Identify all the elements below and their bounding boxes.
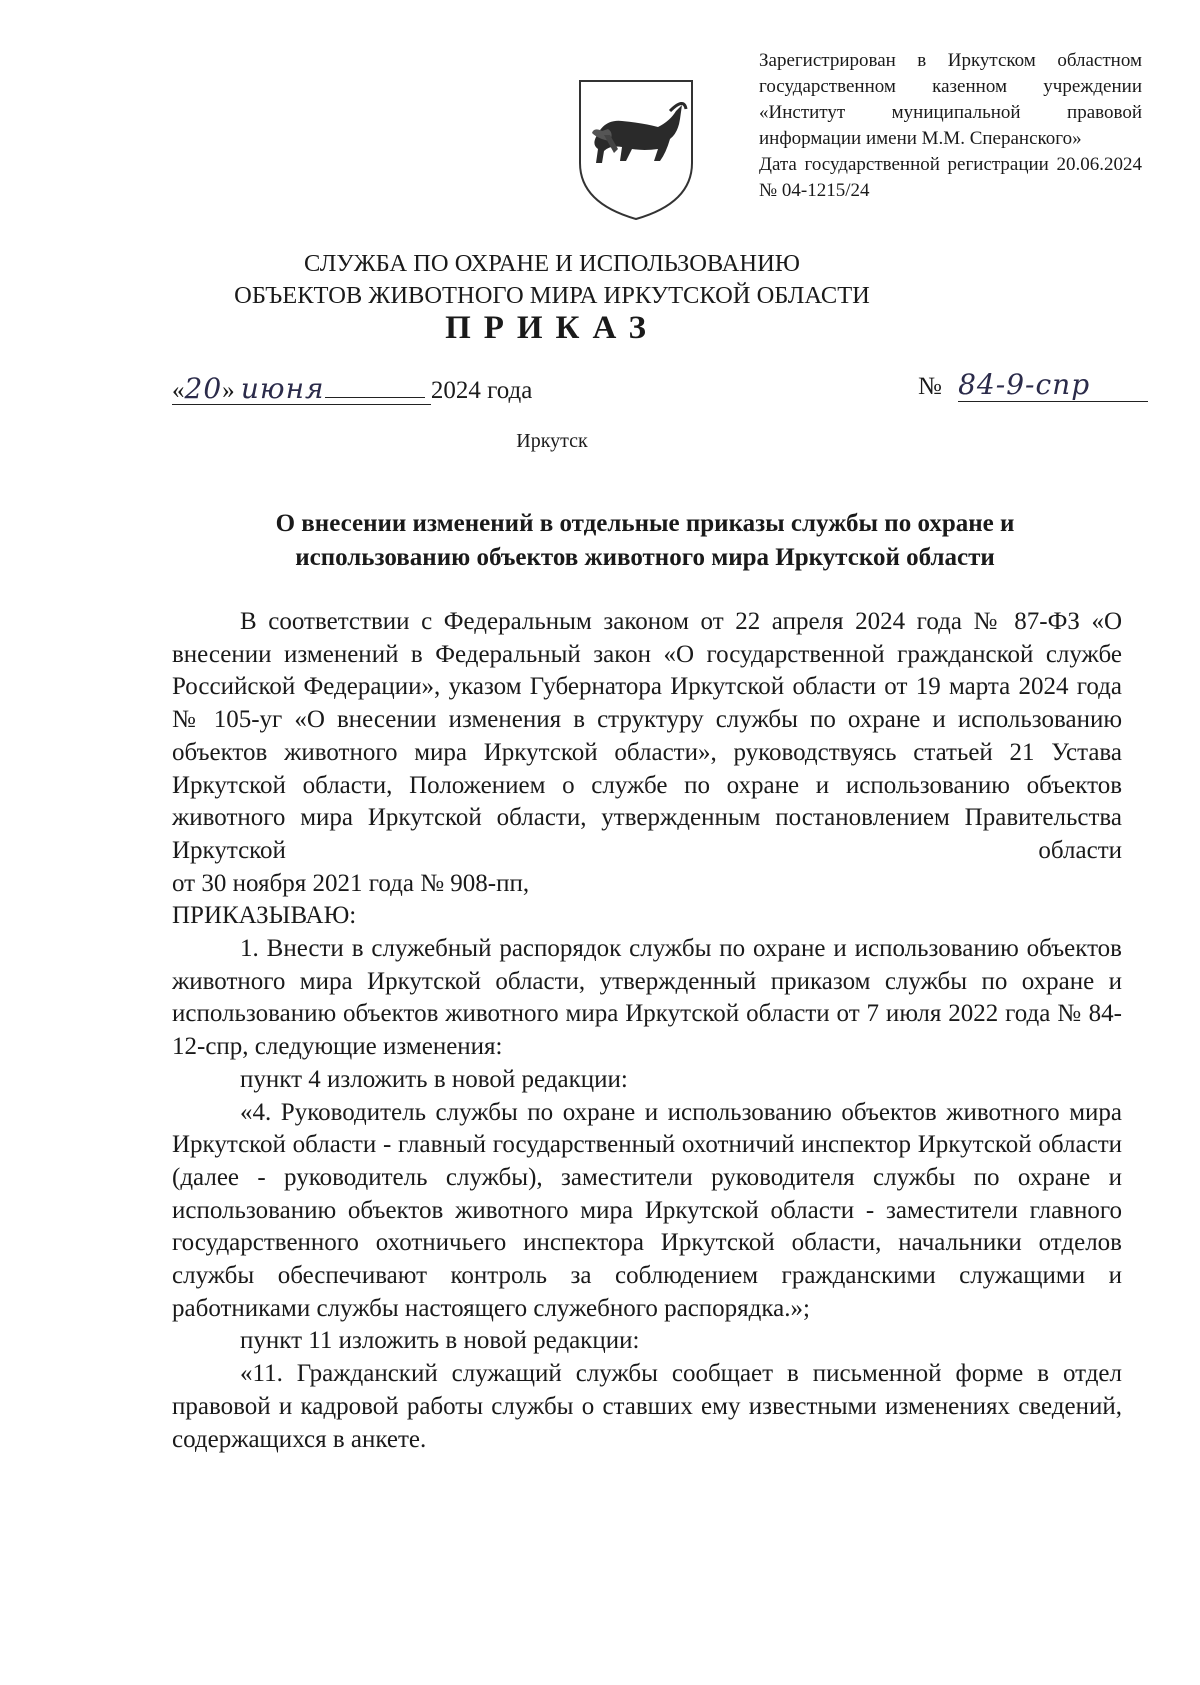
preamble-paragraph: В соответствии с Федеральным законом от 22 апреля 2024 года № 87-ФЗ «О внесении изменений в Федеральный закон «О государственной гражданской службе Российской Федерации», указом Губернатора Иркутской области от 19 марта 2024 года № 105-уг «О внесении изменения в структуру службы по охране и использованию объектов животного мира Иркутской области», руководствуясь статьей 21 Устава Иркутской области, Положением о службе по охране и использованию объектов животного мира Иркутской области, утвержденным постановлением Правительства Иркутской области	[172, 608, 1122, 864]
document-title	[225, 507, 1065, 575]
number-label: №	[918, 373, 942, 400]
number-handwritten: 84-9-спр	[958, 368, 1091, 401]
order-word: ПРИКАЗЫВАЮ:	[172, 902, 357, 930]
registration-line: Зарегистрирован в Иркутском областном государственном казенном учреждении «Институт муниципальной правовой информации имени М.М. Сперанского»	[759, 50, 1142, 149]
agency-name-line2: ОБЪЕКТОВ ЖИВОТНОГО МИРА ИРКУТСКОЙ ОБЛАСТИ	[234, 282, 870, 309]
order-number	[918, 368, 1148, 402]
date-day-handwritten: 20	[184, 372, 223, 405]
coat-of-arms-emblem	[574, 75, 698, 223]
date-blank-line	[325, 377, 425, 398]
item-1-paragraph: 1. Внести в служебный распорядок службы по охране и использованию объектов животного мира Иркутской области, утвержденный приказом службы по охране и использованию объектов животного мира Иркутской области от 7 июля 2022 года № 84-12-спр, следующие изменения:	[172, 935, 1122, 1061]
date-quote-open: «	[172, 377, 185, 404]
preamble-end: от 30 ноября 2021 года № 908-пп,	[172, 869, 530, 897]
title-line: использованию объектов животного мира Иркутской области	[295, 544, 995, 571]
point-4-text: «4. Руководитель службы по охране и использованию объектов животного мира Иркутской области - главный государственный охотничий инспектор Иркутской области (далее - руководитель службы), заместители руководителя службы по охране и использованию объектов животного мира Иркутской области - заместители главного государственного охотничьего инспектора Иркутской области, начальники отделов службы обеспечивают контроль за соблюдением гражданскими служащими и работниками службы настоящего служебного распорядка.»;	[172, 1098, 1122, 1322]
title-line: О внесении изменений в отдельные приказы службы по охране и	[275, 510, 1015, 537]
point-11-intro: пункт 11 изложить в новой редакции:	[240, 1327, 640, 1355]
date-handwritten-field	[172, 372, 431, 405]
point-11-text: «11. Гражданский служащий службы сообщает в письменной форме в отдел правовой и кадровой работы службы о ставших ему известными изменениях сведений, содержащихся в анкете.	[172, 1360, 1122, 1453]
registration-note	[759, 48, 1142, 204]
point-4-intro: пункт 4 изложить в новой редакции:	[240, 1065, 628, 1093]
city-name: Иркутск	[516, 430, 588, 452]
agency-name-line1: СЛУЖБА ПО ОХРАНЕ И ИСПОЛЬЗОВАНИЮ	[304, 250, 800, 277]
order-date	[172, 372, 532, 405]
date-year: 2024 года	[430, 377, 533, 404]
date-month-handwritten: июня	[240, 372, 325, 405]
date-quote-close: »	[222, 377, 235, 404]
document-body	[172, 606, 1122, 1456]
registration-line: Дата государственной регистрации 20.06.2024 № 04-1215/24	[759, 154, 1142, 201]
document-type-heading: ПРИКАЗ	[445, 310, 659, 346]
